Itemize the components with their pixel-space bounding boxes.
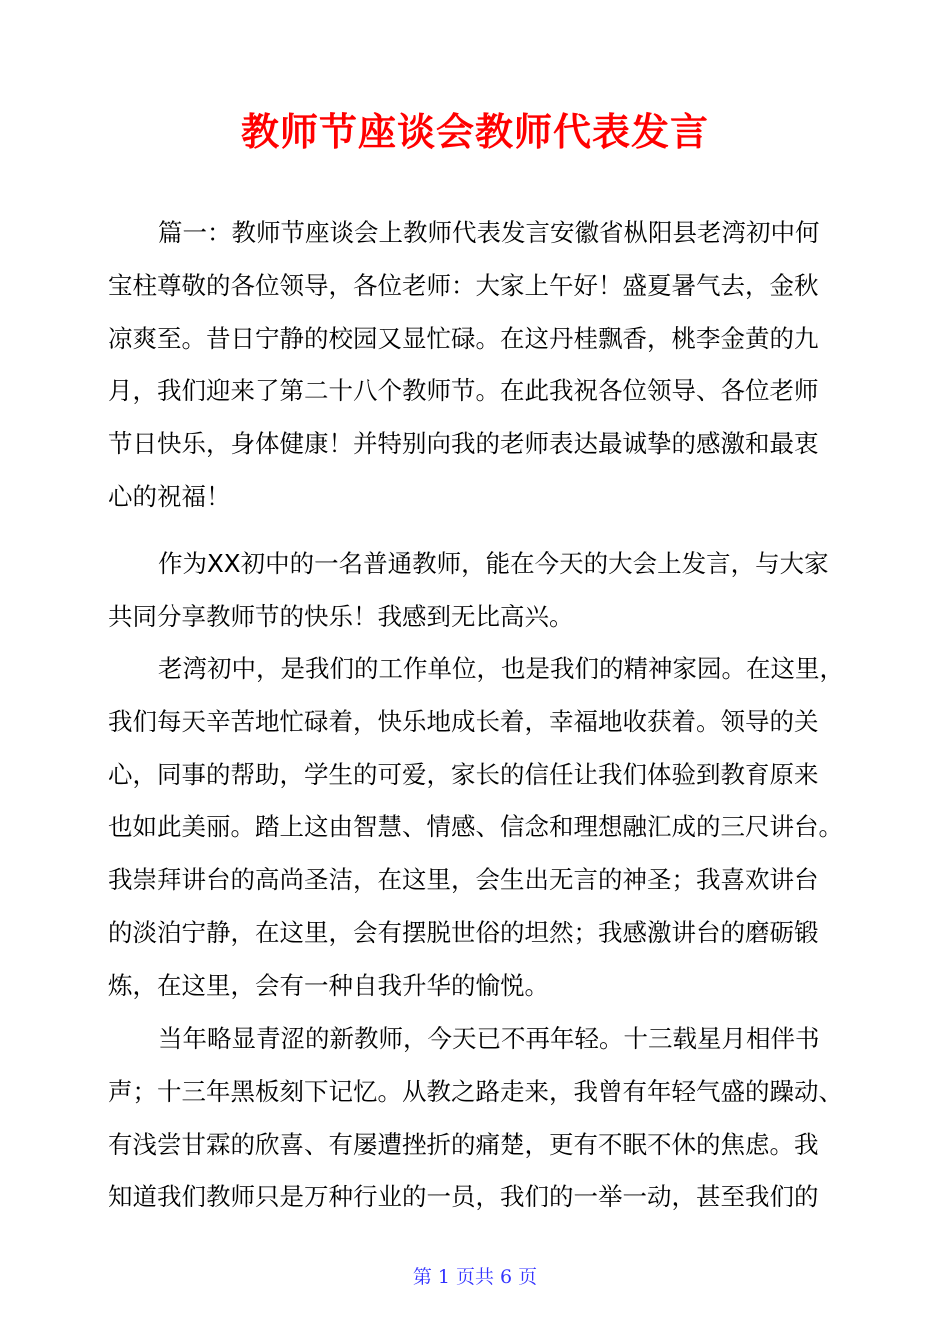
text-line: 心的祝福！ xyxy=(108,481,231,511)
text-line: 当年略显青涩的新教师，今天已不再年轻。十三载星月相伴书 xyxy=(158,1024,820,1053)
text-line: 月，我们迎来了第二十八个教师节。在此我祝各位领导、各位老师 xyxy=(108,376,819,406)
text-line: 有浅尝甘霖的欣喜、有屡遭挫折的痛楚，更有不眠不休的焦虑。我 xyxy=(108,1129,819,1159)
text-line: 节日快乐，身体健康！并特别向我的老师表达最诚挚的感激和最衷 xyxy=(108,429,819,459)
text-line: 宝柱尊敬的各位领导，各位老师：大家上午好！盛夏暑气去，金秋 xyxy=(108,270,819,300)
paragraph-3 xyxy=(108,643,844,1013)
text-line: 声；十三年黑板刻下记忆。从教之路走来，我曾有年轻气盛的躁动、 xyxy=(108,1076,843,1106)
paragraph-2 xyxy=(108,538,829,644)
paragraph-1 xyxy=(108,207,820,524)
text-line: 共同分享教师节的快乐！我感到无比高兴。 xyxy=(108,601,574,631)
text-line: 心，同事的帮助，学生的可爱，家长的信任让我们体验到教育原来 xyxy=(108,759,819,789)
document-title: 教师节座谈会教师代表发言 xyxy=(240,110,709,154)
text-line: 我崇拜讲台的高尚圣洁，在这里，会生出无言的神圣；我喜欢讲台 xyxy=(108,865,819,895)
text-line: 炼，在这里，会有一种自我升华的愉悦。 xyxy=(108,970,549,1000)
text-line: 我们每天辛苦地忙碌着，快乐地成长着，幸福地收获着。领导的关 xyxy=(108,706,819,736)
text-line: 篇一：教师节座谈会上教师代表发言安徽省枞阳县老湾初中何 xyxy=(158,218,820,247)
text-line: 知道我们教师只是万种行业的一员，我们的一举一动，甚至我们的 xyxy=(108,1182,819,1212)
text-line: 也如此美丽。踏上这由智慧、情感、信念和理想融汇成的三尺讲台。 xyxy=(108,812,843,842)
paragraph-4 xyxy=(108,1013,843,1224)
text-line: 的淡泊宁静，在这里，会有摆脱世俗的坦然；我感激讲台的磨砺锻 xyxy=(108,917,819,947)
text-line: 老湾初中，是我们的工作单位，也是我们的精神家园。在这里， xyxy=(158,654,844,683)
page-footer: 第 1 页共 6 页 xyxy=(412,1266,538,1288)
text-line: 作为XX初中的一名普通教师，能在今天的大会上发言，与大家 xyxy=(158,549,829,578)
text-line: 凉爽至。昔日宁静的校园又显忙碌。在这丹桂飘香，桃李金黄的九 xyxy=(108,323,819,353)
